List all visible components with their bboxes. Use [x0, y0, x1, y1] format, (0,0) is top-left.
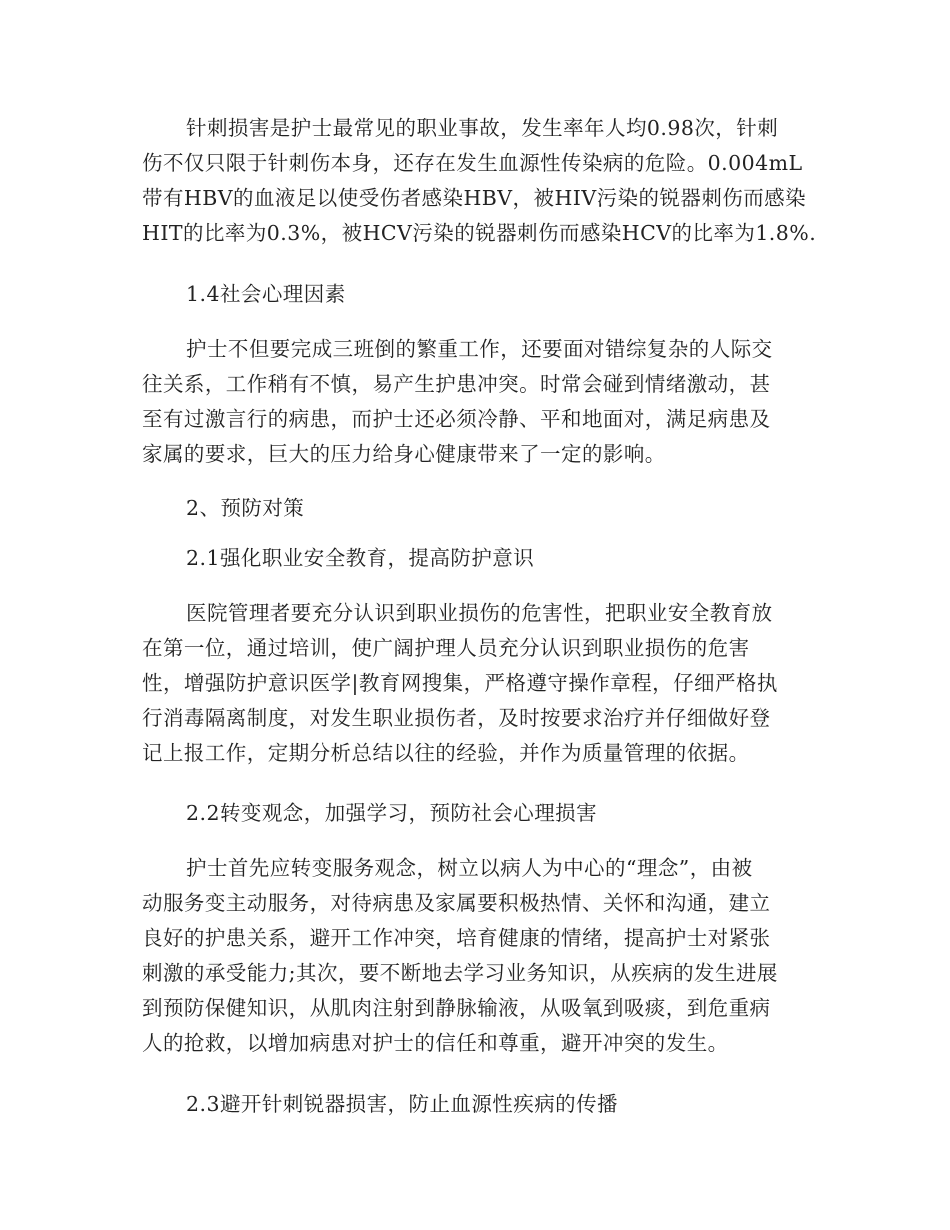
paragraph-line: 刺激的承受能力;其次，要不断地去学习业务知识，从疾病的发生进展 — [142, 961, 778, 985]
section-heading: 2.1强化职业安全教育，提高防护意识 — [186, 546, 535, 570]
paragraph-line: 护士不但要完成三班倒的繁重工作，还要面对错综复杂的人际交 — [186, 337, 773, 361]
paragraph-line: 行消毒隔离制度，对发生职业损伤者，及时按要求治疗并仔细做好登 — [142, 706, 771, 730]
paragraph-line: 家属的要求，巨大的压力给身心健康带来了一定的影响。 — [142, 442, 666, 466]
paragraph-line: 人的抢救，以增加病患对护士的信任和尊重，避开冲突的发生。 — [142, 1031, 729, 1055]
paragraph-line: 到预防保健知识，从肌肉注射到静脉输液，从吸氧到吸痰，到危重病 — [142, 996, 771, 1020]
paragraph-line: 伤不仅只限于针刺伤本身，还存在发生血源性传染病的危险。0.004mL — [142, 151, 803, 175]
section-heading: 2.3避开针刺锐器损害，防止血源性疾病的传播 — [186, 1092, 619, 1116]
paragraph-line: 护士首先应转变服务观念，树立以病人为中心的“理念”，由被 — [186, 856, 753, 880]
paragraph-line: 带有HBV的血液足以使受伤者感染HBV，被HIV污染的锐器刺伤而感染 — [142, 186, 807, 210]
paragraph-line: 记上报工作，定期分析总结以往的经验，并作为质量管理的依据。 — [142, 741, 750, 765]
paragraph-line: 性，增强防护意识医学|教育网搜集，严格遵守操作章程，仔细严格执 — [142, 671, 778, 695]
paragraph-line: 针刺损害是护士最常见的职业事故，发生率年人均0.98次，针刺 — [186, 116, 779, 140]
section-heading: 2、预防对策 — [186, 496, 305, 520]
paragraph-line: 动服务变主动服务，对待病患及家属要积极热情、关怀和沟通，建立 — [142, 891, 771, 915]
paragraph-line: 往关系，工作稍有不慎，易产生护患冲突。时常会碰到情绪激动，甚 — [142, 372, 771, 396]
paragraph-line: 在第一位，通过培训，使广阔护理人员充分认识到职业损伤的危害 — [142, 636, 750, 660]
paragraph-line: HIT的比率为0.3%，被HCV污染的锐器刺伤而感染HCV的比率为1.8%. — [142, 221, 817, 245]
paragraph-line: 医院管理者要充分认识到职业损伤的危害性，把职业安全教育放 — [186, 601, 773, 625]
paragraph-line: 良好的护患关系，避开工作冲突，培育健康的情绪，提高护士对紧张 — [142, 926, 771, 950]
paragraph-line: 至有过激言行的病患，而护士还必须冷静、平和地面对，满足病患及 — [142, 407, 771, 431]
section-heading: 2.2转变观念，加强学习，预防社会心理损害 — [186, 801, 598, 825]
section-heading: 1.4社会心理因素 — [186, 282, 346, 306]
